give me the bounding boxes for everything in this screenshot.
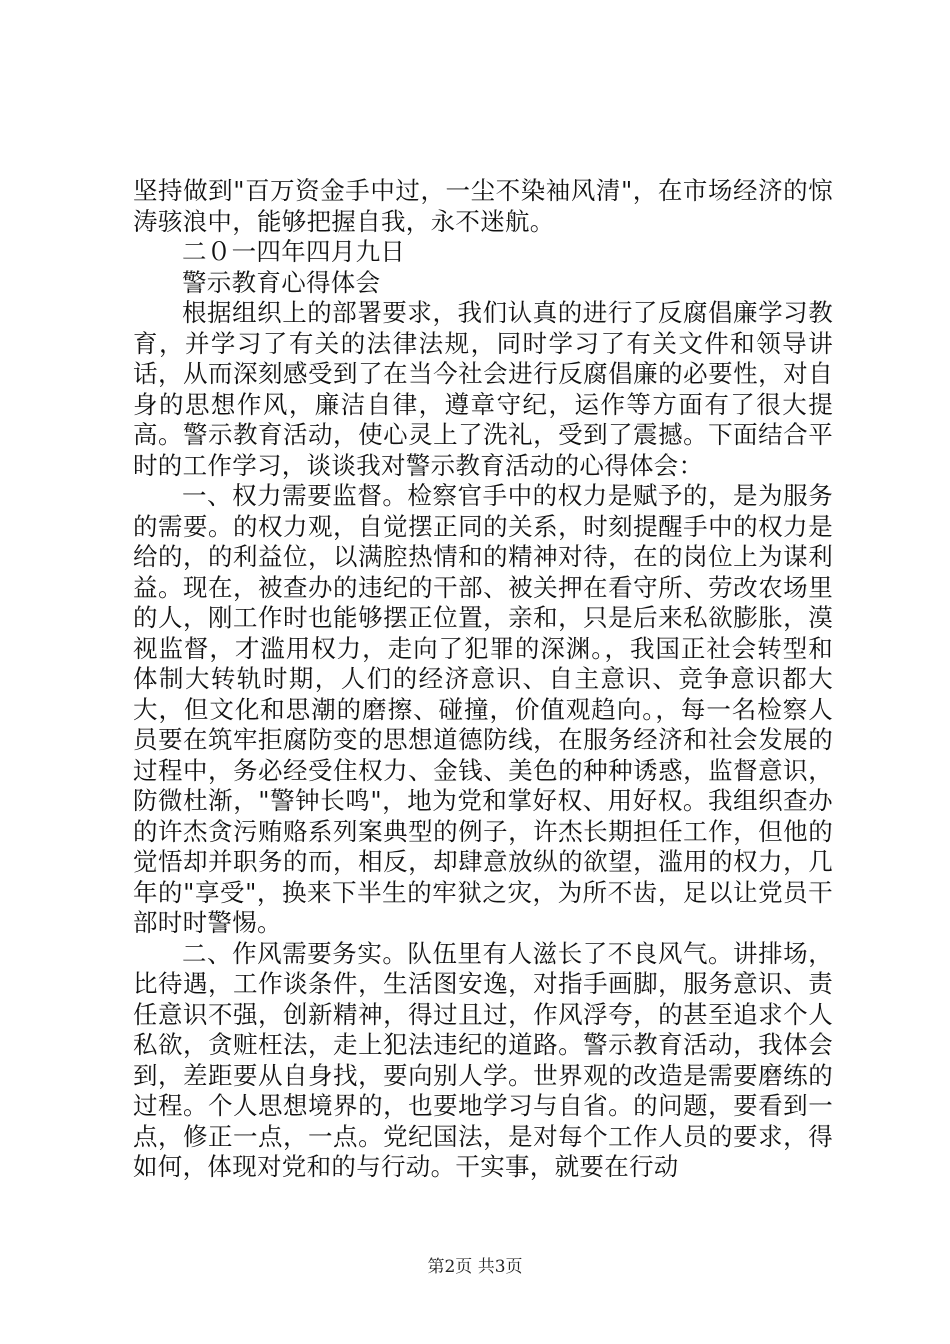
paragraph-intro: 根据组织上的部署要求，我们认真的进行了反腐倡廉学习教育，并学习了有关的法律法规，同时学习了有关文件和领导讲话，从而深刻感受到了在当今社会进行反腐倡廉的必要性，对自身的思想作风，廉洁自律，遵章守纪，运作等方面有了很大提高。警示教育活动，使心灵上了洗礼，受到了震撼。下面结合平时的工作学习，谈谈我对警示教育活动的心得体会： xyxy=(133,298,833,480)
paragraph-point-two: 二、作风需要务实。队伍里有人滋长了不良风气。讲排场，比待遇，工作谈条件，生活图安逸，对指手画脚，服务意识、责任意识不强，创新精神，得过且过，作风浮夸，的甚至追求个人私欲，贪赃枉法，走上犯法违纪的道路。警示教育活动，我体会到，差距要从自身找，要向别人学。世界观的改造是需要磨练的过程。个人思想境界的，也要地学习与自省。的问题，要看到一点，修正一点，一点。党纪国法，是对每个工作人员的要求，得如何，体现对党和的与行动。干实事，就要在行动 xyxy=(133,938,833,1181)
document-body xyxy=(133,176,833,1183)
page-number-footer: 第2页 共3页 xyxy=(427,1257,523,1277)
paragraph-continuation: 坚持做到"百万资金手中过，一尘不染袖风清"，在市场经济的惊涛骇浪中，能够把握自我，永不迷航。 xyxy=(133,176,833,236)
date-line: 二０一四年四月九日 xyxy=(182,237,406,266)
paragraph-point-one: 一、权力需要监督。检察官手中的权力是赋予的，是为服务的需要。的权力观，自觉摆正同的关系，时刻提醒手中的权力是给的，的利益位，以满腔热情和的精神对待，在的岗位上为谋利益。现在，被查办的违纪的干部、被关押在看守所、劳改农场里的人，刚工作时也能够摆正位置，亲和，只是后来私欲膨胀，漠视监督，才滥用权力，走向了犯罪的深渊。，我国正社会转型和体制大转轨时期，人们的经济意识、自主意识、竞争意识都大大，但文化和思潮的磨擦、碰撞，价值观趋向。，每一名检察人员要在筑牢拒腐防变的思想道德防线，在服务经济和社会发展的过程中，务必经受住权力、金钱、美色的种种诱惑，监督意识，防微杜渐，"警钟长鸣"，地为党和掌好权、用好权。我组织查办的许杰贪污贿赂系列案典型的例子，许杰长期担任工作，但他的觉悟却并职务的而，相反，却肆意放纵的欲望，滥用的权力，几年的"享受"，换来下半生的牢狱之灾，为所不齿，足以让党员干部时时警惕。 xyxy=(133,481,833,937)
section-title: 警示教育心得体会 xyxy=(182,267,381,297)
